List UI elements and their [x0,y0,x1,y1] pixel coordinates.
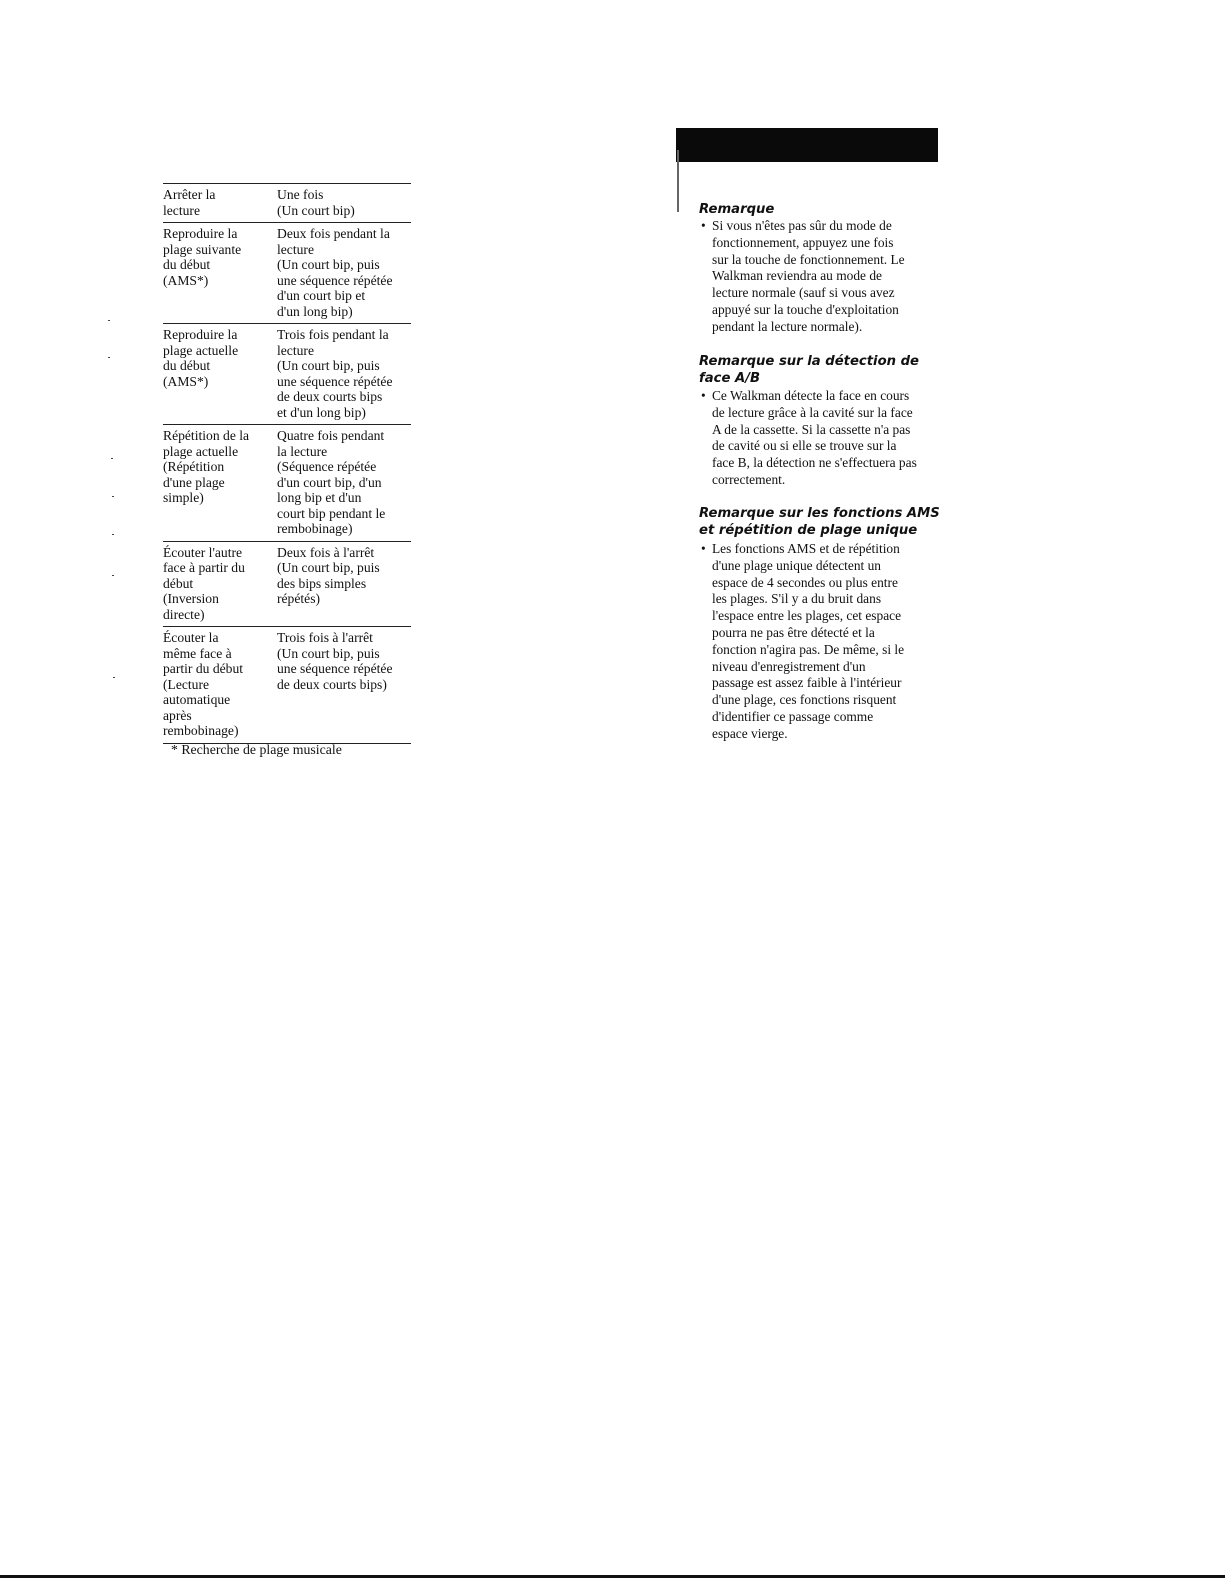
cell-line: rembobinage) [163,723,239,738]
table-cell-signal [277,223,411,324]
cell-line: plage actuelle [163,342,239,358]
table-cell-signal [277,425,411,542]
cell-line: début [163,575,194,591]
scan-dot [113,677,115,678]
cell-line: du début [163,358,211,373]
note-line: d'une plage unique détectent un [712,557,881,573]
note-heading-detection: Remarque sur la détection de face A/B [699,354,919,386]
cell-line: simple) [163,490,204,505]
beep-signal-table [163,183,411,744]
cell-line: (Lecture [163,676,210,692]
scan-dot [112,534,114,535]
scan-dot [112,496,114,497]
note-line: A de la cassette. Si la cassette n'a pas [712,421,911,437]
cell-line: (AMS*) [163,272,209,288]
cell-line: une séquence répétée [277,661,393,676]
table-cell-action [163,627,277,744]
note-line: correctement. [712,471,786,487]
note-remarque-body [701,218,951,336]
note-line: d'une plage, ces fonctions risquent [712,692,897,708]
cell-line: partir du début [163,661,244,676]
cell-line: une séquence répétée [277,373,393,389]
table-cell-signal [277,324,411,425]
note-line: Ce Walkman détecte la face en cours [712,388,910,403]
bullet-marker: • [701,541,706,556]
cell-line: (Un court bip, puis [277,358,380,373]
cell-line: d'un court bip et [277,288,366,303]
table-row [163,627,411,744]
cell-line: long bip et d'un [277,490,362,505]
cell-line: d'un court bip, d'un [277,474,382,490]
cell-line: une séquence répétée [277,272,393,288]
note-line: Les fonctions AMS et de répétition [712,541,900,556]
bullet-marker: • [701,388,706,403]
table-row [163,541,411,627]
cell-line: après [163,707,192,723]
cell-line: (Répétition [163,459,225,474]
table-footnote: * Recherche de plage musicale [171,742,342,757]
table-cell-action [163,425,277,542]
cell-line: (Inversion [163,591,219,606]
note-line: Walkman reviendra au mode de [712,268,882,284]
note-line: face B, la détection ne s'effectuera pas [712,455,917,471]
table-row [163,324,411,425]
table-cell-signal [277,627,411,744]
cell-line: lecture [277,342,314,358]
note-line: appuyé sur la touche d'exploitation [712,301,899,317]
cell-line: (AMS*) [163,373,209,389]
table-cell-action [163,541,277,627]
cell-line: (Un court bip, puis [277,257,380,272]
table-cell-action [163,184,277,223]
table-row [163,184,411,223]
table-row [163,223,411,324]
note-line: espace vierge. [712,725,788,741]
table-cell-signal [277,184,411,223]
page-bottom-rule [0,1575,1225,1578]
note-line: les plages. S'il y a du bruit dans [712,591,882,607]
bullet-marker: • [701,218,706,233]
table-cell-signal [277,541,411,627]
cell-line: des bips simples [277,575,367,591]
cell-line: Quatre fois pendant [277,428,385,443]
cell-line: plage suivante [163,241,242,257]
cell-line: de deux courts bips) [277,676,387,692]
note-line: d'identifier ce passage comme [712,708,874,724]
cell-line: d'un long bip) [277,303,353,319]
cell-line: la lecture [277,443,328,459]
cell-line: et d'un long bip) [277,404,366,420]
note-line: passage est assez faible à l'intérieur [712,675,902,691]
cell-line: Deux fois pendant la [277,226,390,241]
scan-dot [111,458,113,459]
cell-line: (Séquence répétée [277,459,377,474]
note-line: espace de 4 secondes ou plus entre [712,574,898,590]
cell-line: du début [163,257,211,272]
note-detection-body [701,388,951,489]
note-heading-remarque: Remarque [699,202,775,217]
cell-line: Écouter l'autre [163,544,243,560]
note-line: sur la touche de fonctionnement. Le [712,251,905,267]
cell-line: court bip pendant le [277,505,386,521]
cell-line: lecture [163,202,200,218]
note-line: fonction n'agira pas. De même, si le [712,641,905,657]
note-line: fonctionnement, appuyez une fois [712,234,894,250]
cell-line: Reproduire la [163,327,238,342]
cell-line: Deux fois à l'arrêt [277,544,375,560]
cell-line: Trois fois à l'arrêt [277,630,373,645]
cell-line: Reproduire la [163,226,238,241]
cell-line: même face à [163,645,232,661]
cell-line: d'une plage [163,474,225,490]
note-line: l'espace entre les plages, cet espace [712,608,902,624]
cell-line: (Un court bip) [277,202,355,218]
cell-line: Écouter la [163,630,219,645]
cell-line: plage actuelle [163,443,239,459]
note-line: de lecture grâce à la cavité sur la face [712,404,913,420]
note-ams-body [701,541,951,743]
cell-line: (Un court bip, puis [277,645,380,661]
cell-line: Trois fois pendant la [277,327,389,342]
cell-line: (Un court bip, puis [277,560,380,575]
section-header-bar [676,128,938,162]
cell-line: Une fois [277,187,324,202]
table-cell-action [163,324,277,425]
note-line: de cavité ou si elle se trouve sur la [712,438,897,454]
table-row [163,425,411,542]
note-line: Si vous n'êtes pas sûr du mode de [712,218,892,233]
note-line: niveau d'enregistrement d'un [712,658,866,674]
cell-line: lecture [277,241,314,257]
cell-line: Répétition de la [163,428,250,443]
scan-dot [108,357,110,358]
cell-line: répétés) [277,591,321,606]
cell-line: rembobinage) [277,521,353,536]
note-line: pendant la lecture normale). [712,318,863,334]
cell-line: de deux courts bips [277,389,383,404]
note-line: pourra ne pas être détecté et la [712,624,875,640]
scan-edge-mark [677,150,679,212]
note-heading-ams: Remarque sur les fonctions AMS et répétition de plage unique [699,506,940,538]
cell-line: Arrêter la [163,187,216,202]
cell-line: automatique [163,692,231,707]
table-cell-action [163,223,277,324]
cell-line: directe) [163,606,205,622]
note-line: lecture normale (sauf si vous avez [712,285,895,301]
scan-dot [108,320,110,321]
scan-dot [112,575,114,576]
cell-line: face à partir du [163,560,245,575]
